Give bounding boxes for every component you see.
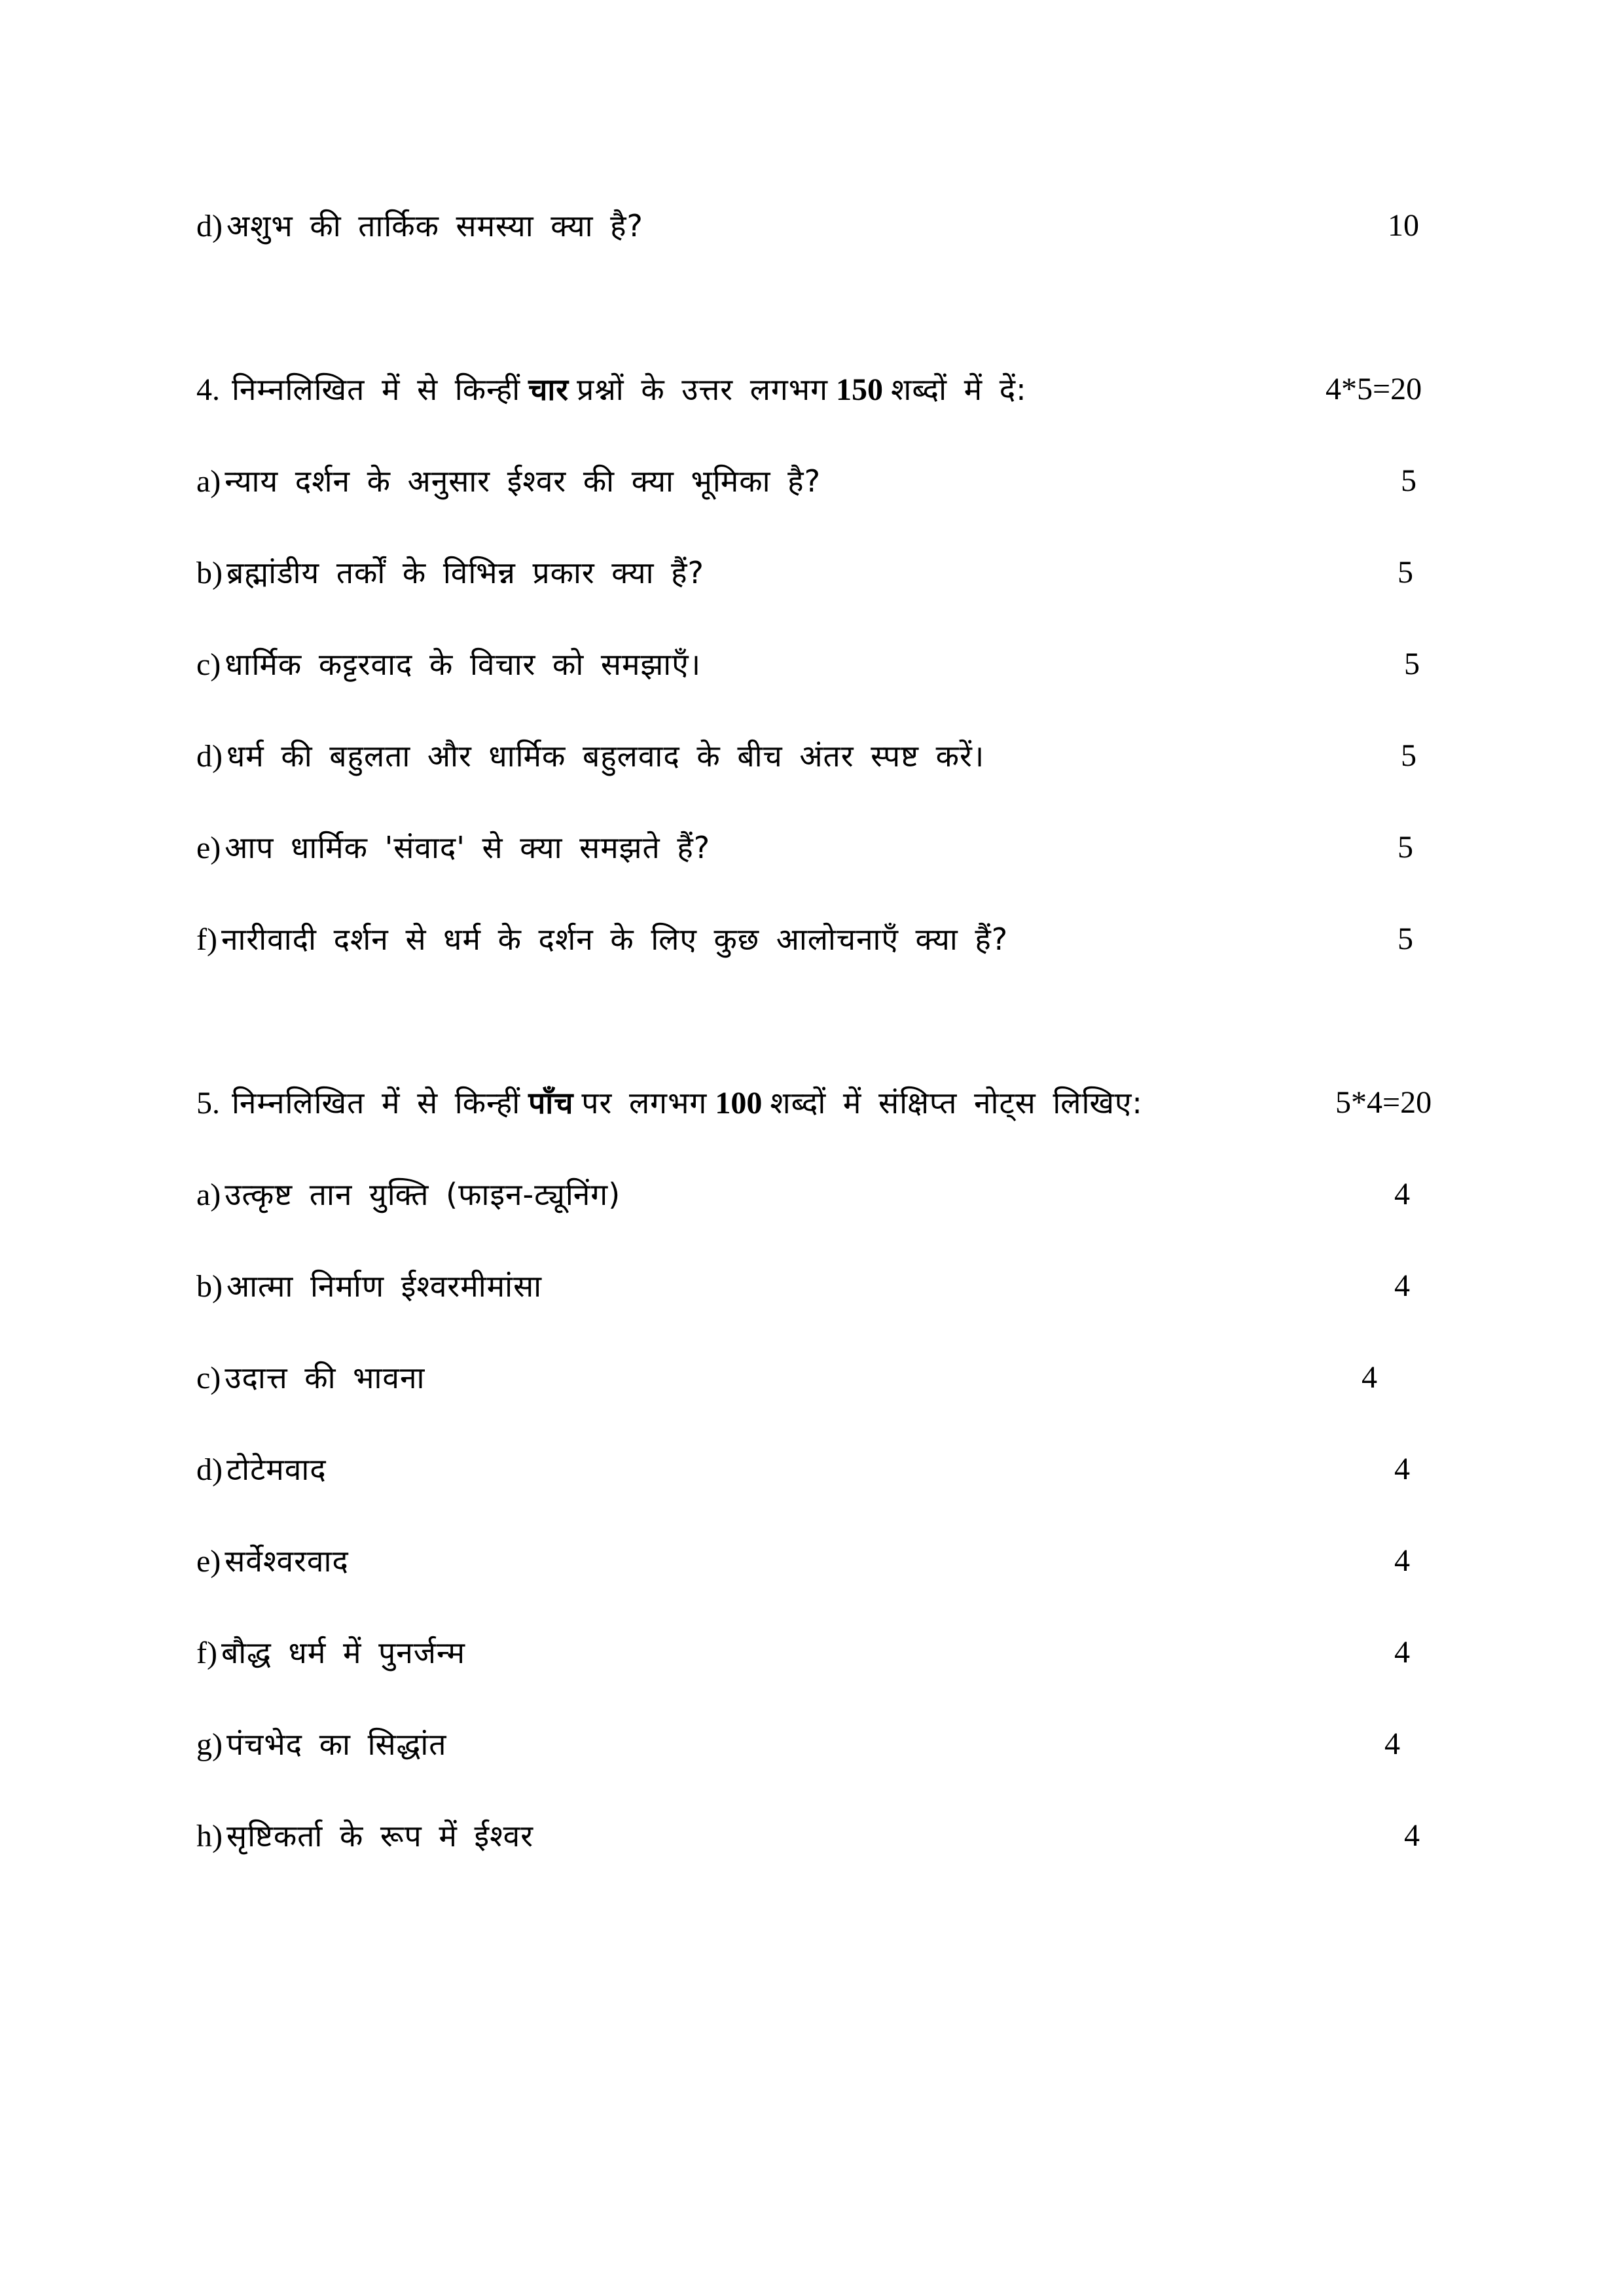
- item-text: उदात्त की भावना: [225, 1360, 425, 1395]
- item-label: f): [196, 922, 217, 957]
- header-word-count: 150: [836, 372, 884, 407]
- question-3d: [196, 200, 1440, 252]
- item-label: b): [196, 556, 223, 590]
- header-text-middle: पर लगभग: [581, 1085, 708, 1121]
- question-5c: [196, 1352, 1440, 1404]
- question-5b: [196, 1260, 1440, 1312]
- item-text: नारीवादी दर्शन से धर्म के दर्शन के लिए कुछ आलोचनाएँ क्या हैं?: [221, 922, 1009, 957]
- item-marks: 5: [1398, 922, 1413, 956]
- question-5e: [196, 1535, 1440, 1587]
- item-text: धर्म की बहुलता और धार्मिक बहुलवाद के बीच अंतर स्पष्ट करें।: [226, 738, 985, 774]
- question-4-header: [196, 363, 1440, 416]
- item-label: f): [196, 1636, 217, 1670]
- item-marks: 5: [1401, 463, 1416, 498]
- item-label: e): [196, 1544, 221, 1579]
- item-marks: 4: [1394, 1635, 1410, 1670]
- question-4a: [196, 455, 1440, 507]
- question-4b: [196, 547, 1440, 599]
- header-text-after: शब्दों में दें:: [891, 372, 1027, 407]
- item-text: न्याय दर्शन के अनुसार ईश्वर की क्या भूमिका है?: [225, 463, 821, 499]
- item-text: सर्वेश्वरवाद: [225, 1543, 349, 1579]
- header-marks: 4*5=20: [1326, 372, 1422, 406]
- item-marks: 4: [1394, 1268, 1410, 1303]
- item-label: c): [196, 647, 221, 682]
- item-marks: 10: [1388, 208, 1419, 243]
- item-marks: 4: [1362, 1360, 1377, 1395]
- header-word-count: 100: [715, 1086, 763, 1121]
- item-text: पंचभेद का सिद्धांत: [226, 1727, 447, 1762]
- item-marks: 4: [1394, 1543, 1410, 1578]
- header-bold-word: चार: [528, 372, 569, 407]
- item-marks: 5: [1398, 555, 1413, 590]
- item-label: d): [196, 739, 223, 774]
- question-number: 4.: [196, 372, 220, 407]
- item-text: आप धार्मिक 'संवाद' से क्या समझते हैं?: [225, 830, 711, 865]
- item-text: धार्मिक कट्टरवाद के विचार को समझाएँ।: [225, 647, 702, 682]
- item-text: उत्कृष्ट तान युक्ति (फाइन-ट्यूनिंग): [225, 1177, 621, 1212]
- header-marks: 5*4=20: [1335, 1085, 1432, 1120]
- item-marks: 4: [1384, 1727, 1400, 1761]
- item-label: a): [196, 1177, 221, 1212]
- question-5a: [196, 1168, 1440, 1221]
- item-label: g): [196, 1727, 223, 1762]
- item-marks: 4: [1394, 1177, 1410, 1211]
- question-number: 5.: [196, 1086, 220, 1121]
- item-marks: 5: [1404, 647, 1420, 681]
- item-text: अशुभ की तार्किक समस्या क्या है?: [226, 208, 643, 243]
- item-label: c): [196, 1361, 221, 1395]
- question-4d: [196, 730, 1440, 782]
- question-5d: [196, 1443, 1440, 1496]
- item-marks: 5: [1398, 830, 1413, 865]
- question-5h: [196, 1810, 1440, 1862]
- header-text-middle: प्रश्नों के उत्तर लगभग: [577, 372, 829, 407]
- item-label: h): [196, 1819, 223, 1854]
- item-label: d): [196, 209, 223, 243]
- question-4f: [196, 913, 1440, 965]
- item-text: आत्मा निर्माण ईश्वरमीमांसा: [226, 1268, 543, 1304]
- question-5-header: [196, 1077, 1440, 1129]
- item-label: d): [196, 1452, 223, 1487]
- item-text: टोटेमवाद: [226, 1452, 327, 1487]
- item-marks: 5: [1401, 738, 1416, 773]
- question-5g: [196, 1718, 1440, 1770]
- item-label: a): [196, 464, 221, 499]
- header-text-before: निम्नलिखित में से किन्हीं: [232, 1085, 521, 1121]
- item-label: e): [196, 831, 221, 865]
- item-marks: 4: [1404, 1818, 1420, 1853]
- question-5f: [196, 1626, 1440, 1679]
- item-text: सृष्टिकर्ता के रूप में ईश्वर: [226, 1818, 534, 1854]
- item-label: b): [196, 1269, 223, 1304]
- header-text-after: शब्दों में संक्षिप्त नोट्स लिखिए:: [770, 1085, 1143, 1121]
- question-4e: [196, 821, 1440, 874]
- question-4c: [196, 638, 1440, 691]
- item-marks: 4: [1394, 1452, 1410, 1486]
- header-bold-word: पाँच: [528, 1085, 574, 1121]
- item-text: बौद्ध धर्म में पुनर्जन्म: [221, 1635, 466, 1670]
- item-text: ब्रह्मांडीय तर्कों के विभिन्न प्रकार क्या हैं?: [226, 555, 704, 590]
- header-text-before: निम्नलिखित में से किन्हीं: [232, 372, 521, 407]
